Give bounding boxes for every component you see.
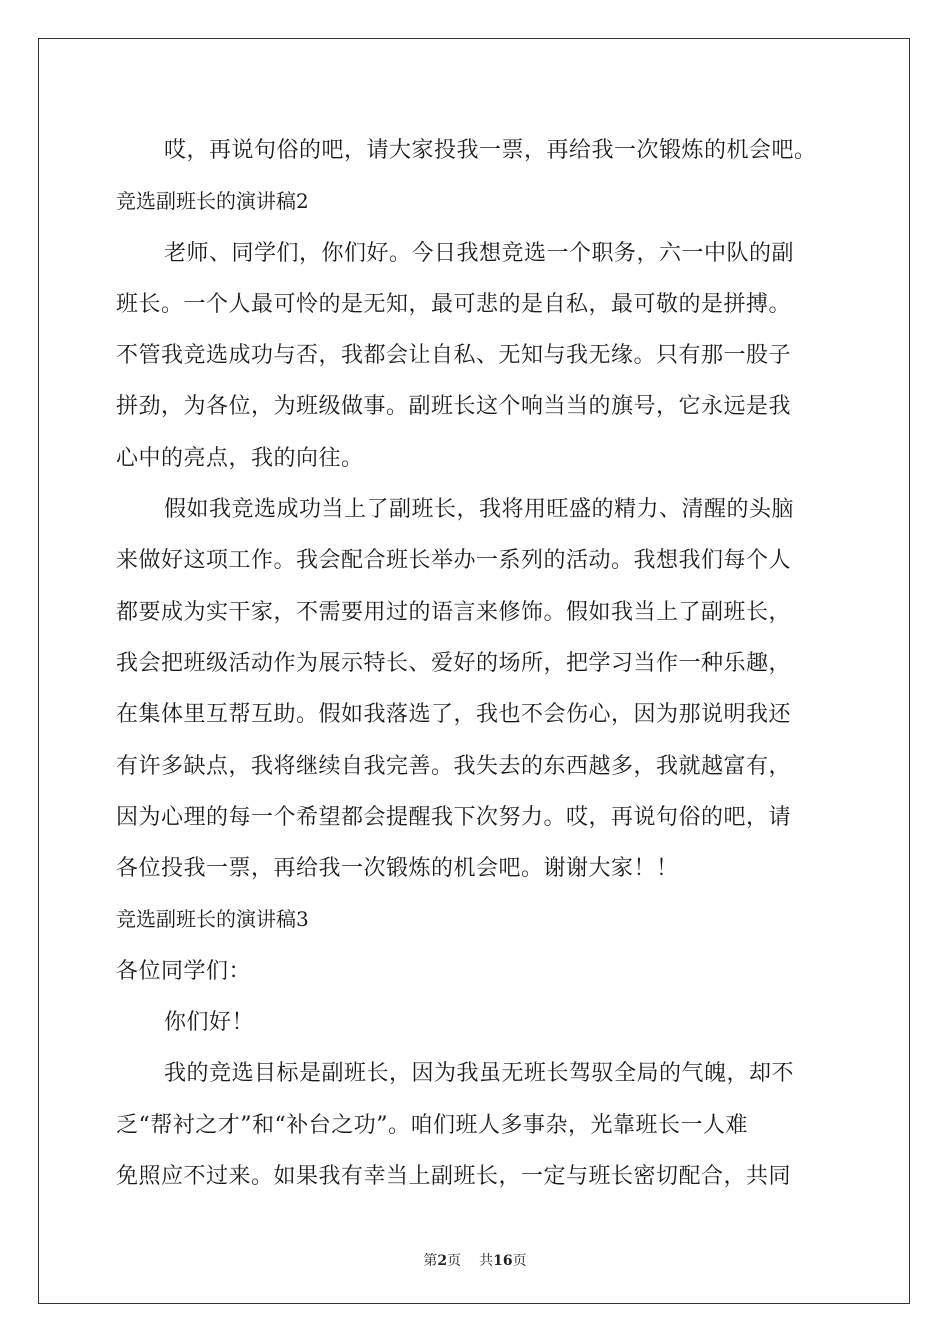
greeting: 你们好！ [164,1010,255,1036]
salutation: 各位同学们： [116,958,252,984]
paragraph-line: 老师、同学们，你们好。今日我想竞选一个职务，六一中队的副 [164,240,795,266]
page-prefix: 第 [423,1253,438,1269]
paragraph-line: 心中的亮点，我的向往。 [116,445,364,471]
paragraph-line: 在集体里互帮互助。假如我落选了，我也不会伤心，因为那说明我还 [116,702,792,728]
paragraph-line: 假如我竞选成功当上了副班长，我将用旺盛的精力、清醒的头脑 [164,497,795,523]
paragraph-line: 不管我竞选成功与否，我都会让自私、无知与我无缘。只有那一股子 [116,343,792,369]
page-footer [0,1250,950,1270]
paragraph-line: 各位投我一票，再给我一次锻炼的机会吧。谢谢大家！！ [116,856,679,882]
paragraph-line: 免照应不过来。如果我有幸当上副班长，一定与班长密切配合，共同 [116,1163,792,1189]
paragraph-line: 我会把班级活动作为展示特长、爱好的场所，把学习当作一种乐趣， [116,650,792,676]
paragraph-line: 拼劲，为各位，为班级做事。副班长这个响当当的旗号，它永远是我 [116,394,792,420]
total-pages: 16 [493,1253,513,1269]
page-suffix: 页 [447,1253,462,1269]
paragraph-line: 我的竞选目标是副班长，因为我虽无班长驾驭全局的气魄，却不 [164,1061,795,1087]
paragraph-line: 哎，再说句俗的吧，请大家投我一票，再给我一次锻炼的机会吧。 [164,138,817,163]
paragraph-line: 都要成为实干家，不需要用过的语言来修饰。假如我当上了副班长， [116,599,792,625]
section-heading: 竞选副班长的演讲稿3 [116,907,309,932]
paragraph-line: 班长。一个人最可怜的是无知，最可悲的是自私，最可敬的是拼搏。 [116,291,792,317]
document-body [116,125,836,1202]
total-prefix: 共 [479,1253,494,1269]
paragraph-line: 来做好这项工作。我会配合班长举办一系列的活动。我想我们每个人 [116,548,792,574]
total-suffix: 页 [512,1253,527,1269]
paragraph-line: 有许多缺点，我将继续自我完善。我失去的东西越多，我就越富有， [116,753,792,779]
paragraph-line: 因为心理的每一个希望都会提醒我下次努力。哎，再说句俗的吧，请 [116,804,792,830]
section-heading: 竞选副班长的演讲稿2 [116,189,309,214]
paragraph-line: 乏“帮衬之才”和“补台之功”。咱们班人多事杂，光靠班长一人难 [116,1112,748,1138]
page-number: 2 [437,1253,448,1269]
